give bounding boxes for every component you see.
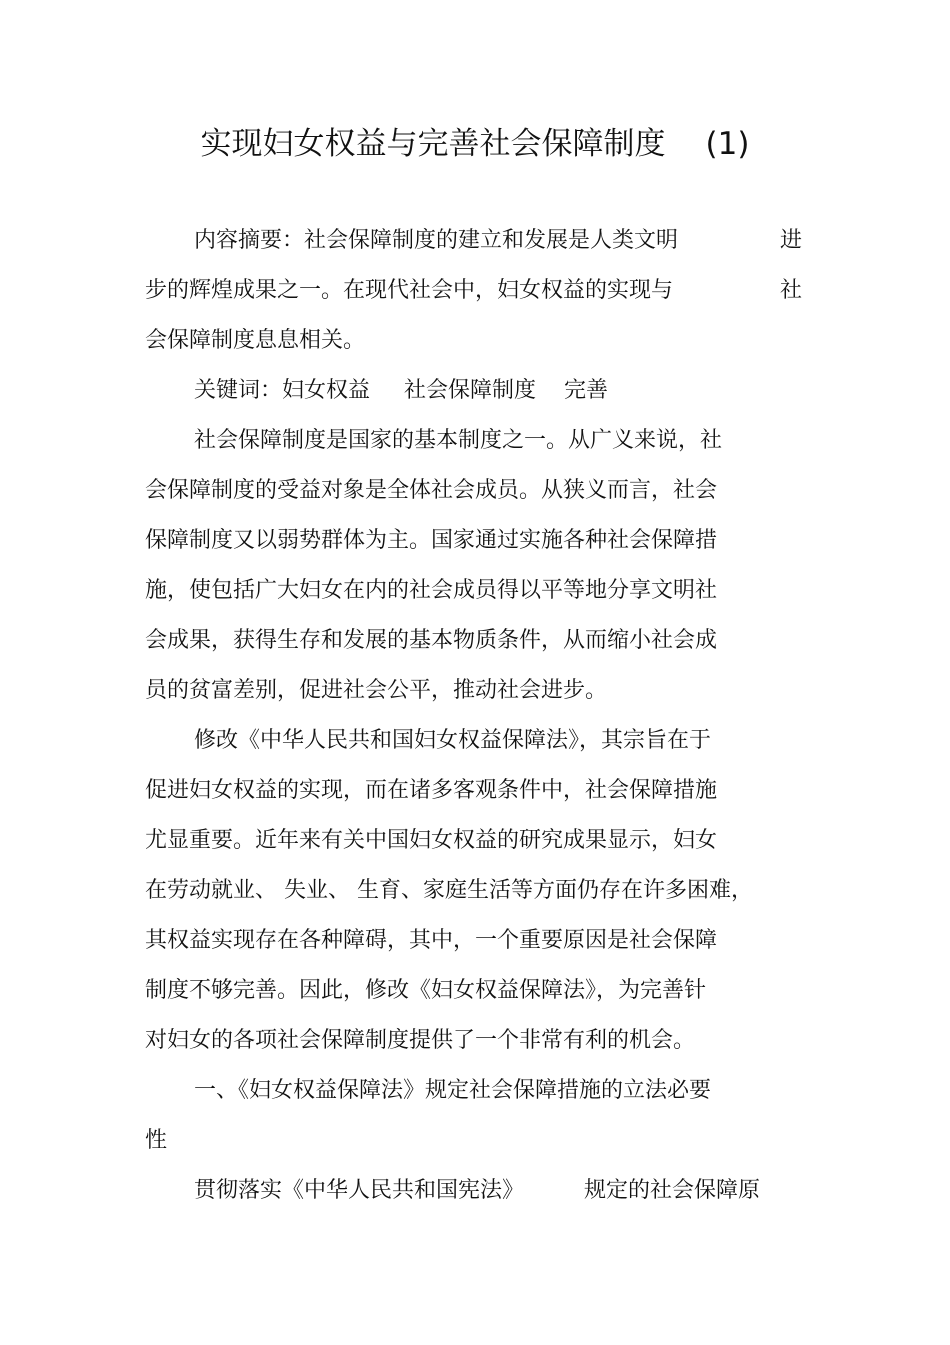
keyword-3: 完善 bbox=[564, 378, 609, 403]
para2-line-3: 尤显重要。近年来有关中国妇女权益的研究成果显示，妇女 bbox=[145, 828, 718, 853]
keywords-label: 关键词：妇女权益 bbox=[194, 378, 371, 403]
abstract-line-2: 步的辉煌成果之一。在现代社会中，妇女权益的实现与 bbox=[145, 278, 674, 303]
para3-line-1 bbox=[194, 1176, 760, 1206]
para2-line-6: 制度不够完善。因此，修改《妇女权益保障法》，为完善针 bbox=[145, 978, 707, 1003]
abstract-line-1: 内容摘要：社会保障制度的建立和发展是人类文明 bbox=[194, 228, 679, 253]
abstract-line-1-end: 进 bbox=[780, 228, 803, 253]
para2-line-4: 在劳动就业、 失业、 生育、家庭生活等方面仍存在许多困难， bbox=[145, 878, 753, 903]
document-title bbox=[0, 122, 950, 166]
keyword-2: 社会保障制度 bbox=[404, 378, 537, 403]
para2-line-7: 对妇女的各项社会保障制度提供了一个非常有利的机会。 bbox=[145, 1028, 696, 1053]
para2-line-1: 修改《中华人民共和国妇女权益保障法》，其宗旨在于 bbox=[194, 728, 712, 753]
para1-line-3: 保障制度又以弱势群体为主。国家通过实施各种社会保障措 bbox=[145, 528, 718, 553]
para1-line-2: 会保障制度的受益对象是全体社会成员。从狭义而言，社会 bbox=[145, 478, 718, 503]
para2-line-5: 其权益实现存在各种障碍，其中，一个重要原因是社会保障 bbox=[145, 928, 718, 953]
abstract-line-2-end: 社 bbox=[780, 278, 803, 303]
abstract-line-3: 会保障制度息息相关。 bbox=[145, 328, 366, 353]
para3-part-2: 规定的社会保障原 bbox=[584, 1178, 761, 1203]
section-heading-1-cont: 性 bbox=[145, 1128, 168, 1153]
para1-line-5: 会成果，获得生存和发展的基本物质条件，从而缩小社会成 bbox=[145, 628, 718, 653]
title-number: (1) bbox=[705, 126, 750, 162]
para1-line-1: 社会保障制度是国家的基本制度之一。从广义来说，社 bbox=[194, 428, 723, 453]
para3-part-1: 贯彻落实《中华人民共和国宪法》 bbox=[194, 1178, 525, 1203]
para1-line-4: 施，使包括广大妇女在内的社会成员得以平等地分享文明社 bbox=[145, 578, 718, 603]
section-heading-1: 一、《妇女权益保障法》规定社会保障措施的立法必要 bbox=[194, 1078, 712, 1103]
keywords-line bbox=[194, 376, 608, 406]
para1-line-6: 员的贫富差别，促进社会公平，推动社会进步。 bbox=[145, 678, 608, 703]
title-main: 实现妇女权益与完善社会保障制度 bbox=[200, 126, 666, 162]
para2-line-2: 促进妇女权益的实现，而在诸多客观条件中，社会保障措施 bbox=[145, 778, 718, 803]
